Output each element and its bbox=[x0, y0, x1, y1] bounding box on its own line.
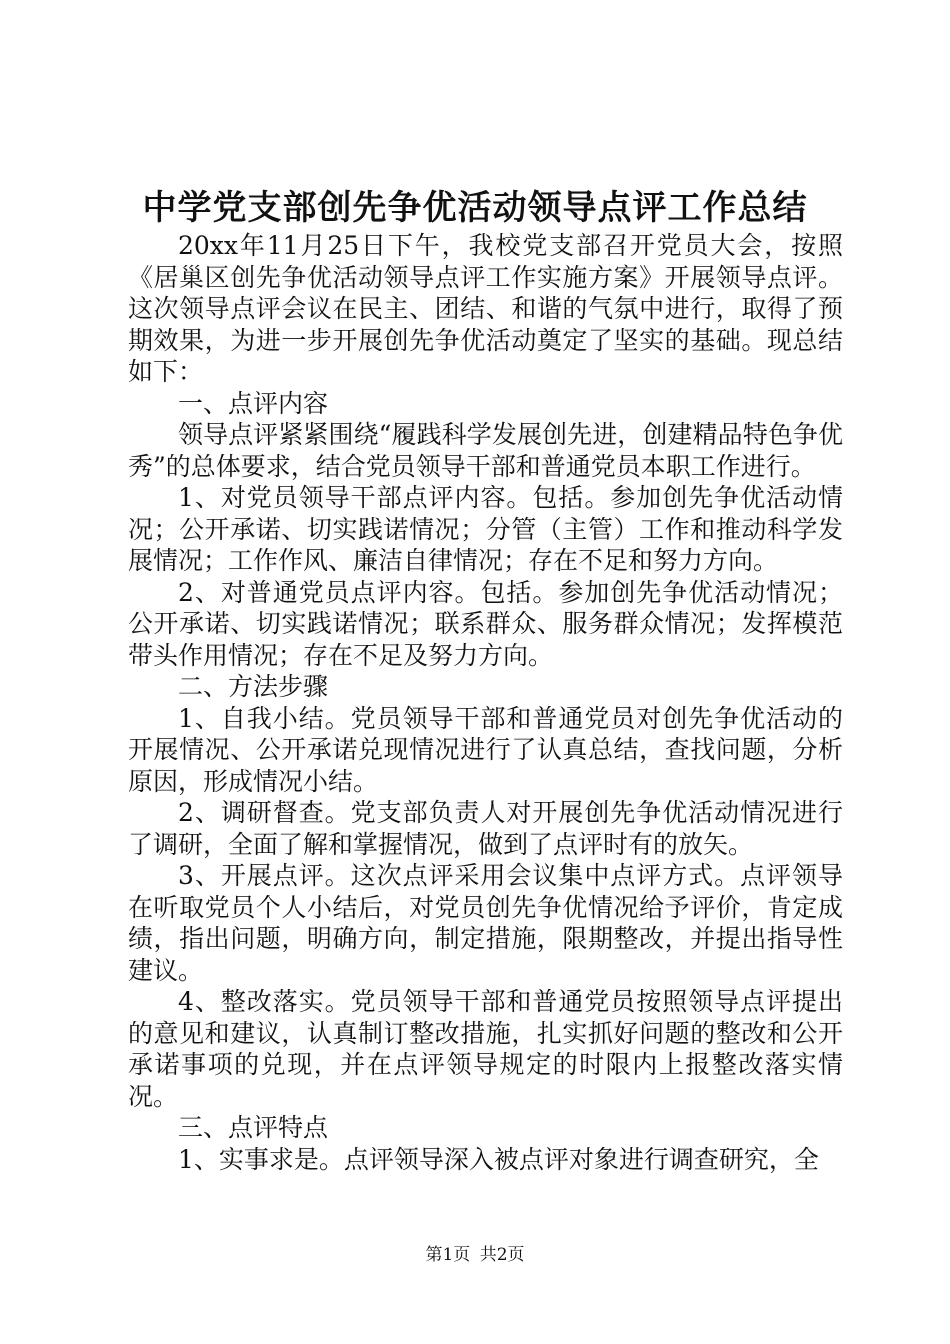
section-heading-1: 一、点评内容 bbox=[178, 388, 329, 418]
page-footer bbox=[0, 1244, 950, 1266]
page-number: 第1页 bbox=[425, 1245, 471, 1265]
paragraph: 3、开展点评。这次点评采用会议集中点评方式。点评领导在听取党员个人小结后，对党员创先争优情况给予评价，肯定成绩，指出问题，明确方向，制定措施，限期整改，并提出指导性建议。 bbox=[128, 861, 843, 985]
document-title: 中学党支部创先争优活动领导点评工作总结 bbox=[142, 188, 808, 228]
paragraph: 4、整改落实。党员领导干部和普通党员按照领导点评提出的意见和建议，认真制订整改措施，扎实抓好问题的整改和公开承诺事项的兑现，并在点评领导规定的时限内上报整改落实情况。 bbox=[128, 987, 843, 1111]
section-heading-2: 二、方法步骤 bbox=[178, 672, 329, 701]
paragraph-intro: 20xx年11月25日下午，我校党支部召开党员大会，按照《居巢区创先争优活动领导点评工作实施方案》开展领导点评。这次领导点评会议在民主、团结、和谐的气氛中进行，取得了预期效果，为进一步开展创先争优活动奠定了坚实的基础。现总结如下： bbox=[128, 231, 843, 386]
page-total: 共2页 bbox=[479, 1245, 525, 1265]
paragraph: 2、对普通党员点评内容。包括。参加创先争优活动情况；公开承诺、切实践诺情况；联系群众、服务群众情况；发挥模范带头作用情况；存在不足及努力方向。 bbox=[128, 577, 843, 670]
paragraph: 1、实事求是。点评领导深入被点评对象进行调查研究，全 bbox=[178, 1144, 819, 1174]
paragraph: 1、自我小结。党员领导干部和普通党员对创先争优活动的开展情况、公开承诺兑现情况进行了认真总结，查找问题，分析原因，形成情况小结。 bbox=[128, 703, 843, 796]
paragraph: 2、调研督查。党支部负责人对开展创先争优活动情况进行了调研，全面了解和掌握情况，做到了点评时有的放矢。 bbox=[128, 798, 843, 859]
section-heading-3: 三、点评特点 bbox=[178, 1113, 329, 1142]
paragraph: 领导点评紧紧围绕“履践科学发展创先进，创建精品特色争优秀”的总体要求，结合党员领导干部和普通党员本职工作进行。 bbox=[128, 420, 843, 481]
document-body bbox=[128, 230, 843, 1175]
paragraph: 1、对党员领导干部点评内容。包括。参加创先争优活动情况；公开承诺、切实践诺情况；分管（主管）工作和推动科学发展情况；工作作风、廉洁自律情况；存在不足和努力方向。 bbox=[128, 483, 843, 575]
